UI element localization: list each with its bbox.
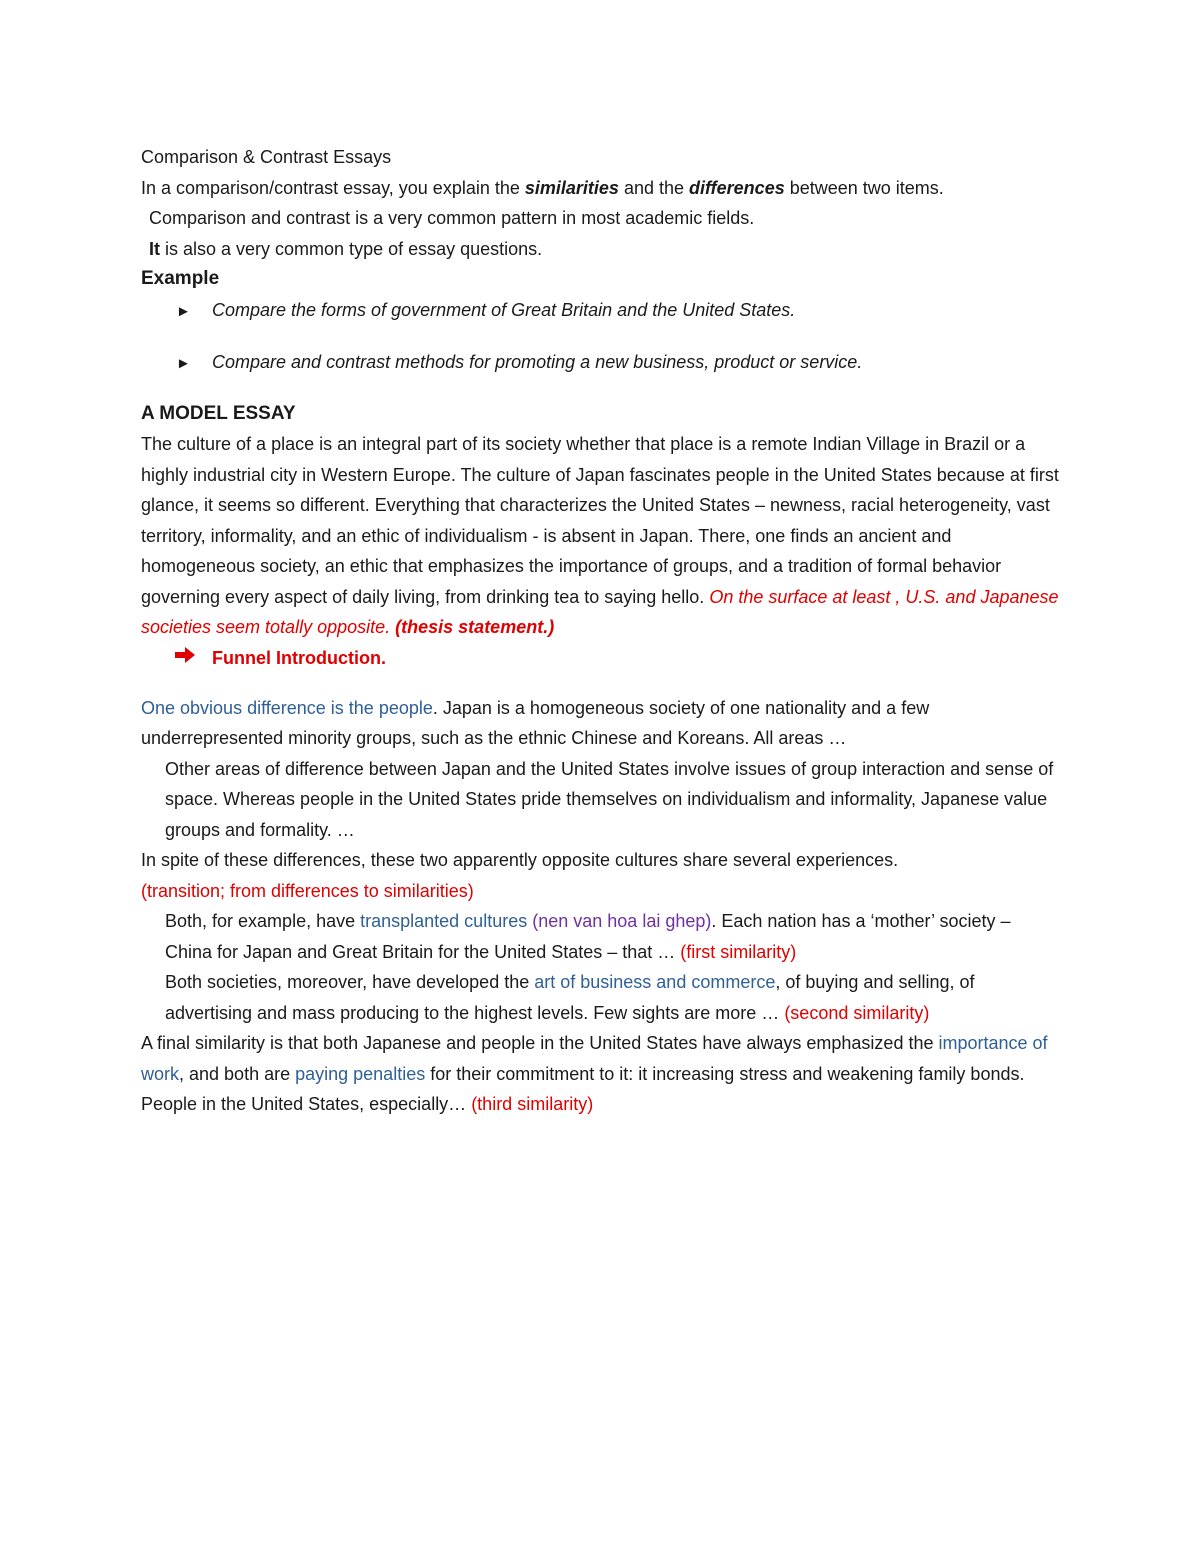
first-similarity-note: (first similarity) [680,941,797,962]
intro-line-2: Comparison and contrast is a very common pattern in most academic fields. [149,208,755,228]
third-similarity-note: (third similarity) [471,1094,594,1114]
funnel-introduction-note: Funnel Introduction. [141,643,1061,674]
essay-paragraph-7: A final similarity is that both Japanese and people in the United States have always emphasized the importance of work, and both are paying penalties for their commitment to it: it increasing stress and weakening family bonds. People in the United States, especially… (third similarity) [141,1033,1048,1114]
document-title: Comparison & Contrast Essays [141,147,392,167]
transition-note: (transition; from differences to similarities) [141,880,474,901]
essay-paragraph-6: Both societies, moreover, have developed the art of business and commerce, of buying and selling, of advertising and mass producing to the highest levels. Few sights are more … (second similarity) [165,972,975,1023]
difference-highlight: One obvious difference is the people [141,697,433,718]
model-essay-heading: A MODEL ESSAY [141,402,296,424]
thesis-label: (thesis statement.) [395,617,555,637]
example-item-1: ► Compare the forms of government of Great Britain and the United States. [141,295,1061,328]
arrow-right-icon [174,643,212,674]
triangle-bullet-icon: ► [176,302,191,320]
thesis-statement: On the surface at least , U.S. and Japanese societies seem totally opposite. [141,586,1059,637]
essay-paragraph-1: The culture of a place is an integral part of its society whether that place is a remote Indian Village in Brazil or a highly industrial city in Western Europe. The culture of Japan fascinates people in the United States because at first glance, it seems so different. Everything that characterizes the United States – newness, racial heterogeneity, vast territory, informality, and an ethic of individualism - is absent in Japan. There, one finds an ancient and homogeneous society, an ethic that emphasizes the importance of groups, and a tradition of formal behavior governing every aspect of daily living, from drinking tea to saying hello. On the surface at least , U.S. and Japanese societies seem totally opposite. (thesis statement.) [141,434,1059,637]
essay-paragraph-4: In spite of these differences, these two apparently opposite cultures share several experiences. (transition; from differences to similarities) [141,850,899,901]
example-item-2: ► Compare and contrast methods for promoting a new business, product or service. [141,347,1061,380]
term-differences: differences [689,177,785,198]
triangle-bullet-icon: ► [176,354,191,372]
intro-paragraph: In a comparison/contrast essay, you explain the similarities and the differences between two items. [141,177,944,198]
intro-line-3: It is also a very common type of essay questions. [149,238,543,259]
second-similarity-note: (second similarity) [784,1002,930,1023]
document-body [141,142,1061,1120]
essay-paragraph-2: One obvious difference is the people. Japan is a homogeneous society of one nationality and a few underrepresented minority groups, such as the ethnic Chinese and Koreans. All areas … [141,697,930,748]
essay-paragraph-5: Both, for example, have transplanted cultures (nen van hoa lai ghep). Each nation has a ‘mother’ society – China for Japan and Great Britain for the United States – that … (first similarity) [165,911,1011,962]
essay-paragraph-3: Other areas of difference between Japan and the United States involve issues of group interaction and sense of space. Whereas people in the United States pride themselves on individualism and informality, Japanese value groups and formality. … [165,758,1054,840]
term-similarities: similarities [524,177,619,198]
example-heading: Example [141,268,220,289]
